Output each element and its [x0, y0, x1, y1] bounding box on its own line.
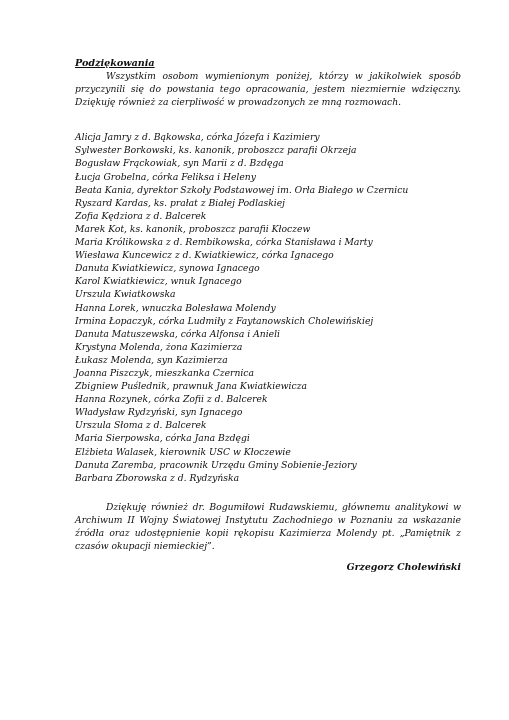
person-entry: Hanna Lorek, wnuczka Bolesława Molendy — [75, 302, 276, 314]
author-signature: Grzegorz Cholewiński — [346, 562, 461, 574]
person-entry: Maria Królikowska z d. Rembikowska, córka Stanisława i Marty — [75, 237, 373, 249]
person-entry: Barbara Zborowska z d. Rydzyńska — [75, 472, 240, 484]
person-entry: Sylwester Borkowski, ks. kanonik, proboszcz parafii Okrzeja — [75, 145, 357, 157]
person-entry: Irmina Łopaczyk, córka Ludmiły z Faytanowskich Cholewińskiej — [75, 315, 374, 327]
person-entry: Danuta Matuszewska, córka Alfonsa i Anieli — [75, 328, 280, 340]
person-entry: Maria Sierpowska, córka Jana Bzdęgi — [75, 433, 250, 445]
person-entry: Urszula Słoma z d. Balcerek — [75, 420, 207, 432]
person-entry: Karol Kwiatkiewicz, wnuk Ignacego — [75, 276, 242, 288]
person-entry: Elżbieta Walasek, kierownik USC w Kłoczewie — [75, 446, 291, 458]
acknowledged-people-list — [75, 131, 461, 485]
person-entry: Alicja Jamry z d. Bąkowska, córka Józefa i Kazimiery — [75, 132, 320, 144]
page-heading: Podziękowania — [75, 58, 155, 69]
person-entry: Danuta Zaremba, pracownik Urzędu Gminy Sobienie-Jeziory — [75, 459, 357, 471]
person-entry: Władysław Rydzyński, syn Ignacego — [75, 407, 243, 419]
person-entry: Beata Kania, dyrektor Szkoły Podstawowej im. Orła Białego w Czernicu — [75, 184, 409, 196]
person-entry: Łucja Grobelna, córka Feliksa i Heleny — [75, 171, 256, 183]
person-entry: Łukasz Molenda, syn Kazimierza — [75, 354, 228, 366]
person-entry: Wiesława Kuncewicz z d. Kwiatkiewicz, córka Ignacego — [75, 250, 334, 262]
document-body — [75, 57, 461, 574]
person-entry: Zofia Kędziora z d. Balcerek — [75, 210, 207, 222]
person-entry: Danuta Kwiatkiewicz, synowa Ignacego — [75, 263, 260, 275]
closing-paragraph: Dziękuję również dr. Bogumiłowi Rudawskiemu, głównemu analitykowi w Archiwum II Wojny Światowej Instytutu Zachodniego w Poznaniu za wskazanie źródła oraz udostępnienie kopii rękopisu Kazimierza Molendy pt. „Pamiętnik z czasów okupacji niemieckiej”. — [75, 501, 461, 553]
person-entry: Ryszard Kardas, ks. prałat z Białej Podlaskiej — [75, 197, 286, 209]
person-entry: Urszula Kwiatkowska — [75, 289, 176, 301]
person-entry: Krystyna Molenda, żona Kazimierza — [75, 341, 243, 353]
intro-paragraph: Wszystkim osobom wymienionym poniżej, którzy w jakikolwiek sposób przyczynili się do powstania tego opracowania, jestem niezmiernie wdzięczny. Dziękuję również za cierpliwość w prowadzonych ze mną rozmowach. — [75, 71, 461, 109]
person-entry: Marek Kot, ks. kanonik, proboszcz parafii Kłoczew — [75, 223, 311, 235]
person-entry: Hanna Rozynek, córka Zofii z d. Balcerek — [75, 394, 268, 406]
person-entry: Joanna Piszczyk, mieszkanka Czernica — [75, 367, 254, 379]
person-entry: Bogusław Frąckowiak, syn Marii z d. Bzdęga — [75, 158, 284, 170]
person-entry: Zbigniew Puślednik, prawnuk Jana Kwiatkiewicza — [75, 381, 307, 393]
